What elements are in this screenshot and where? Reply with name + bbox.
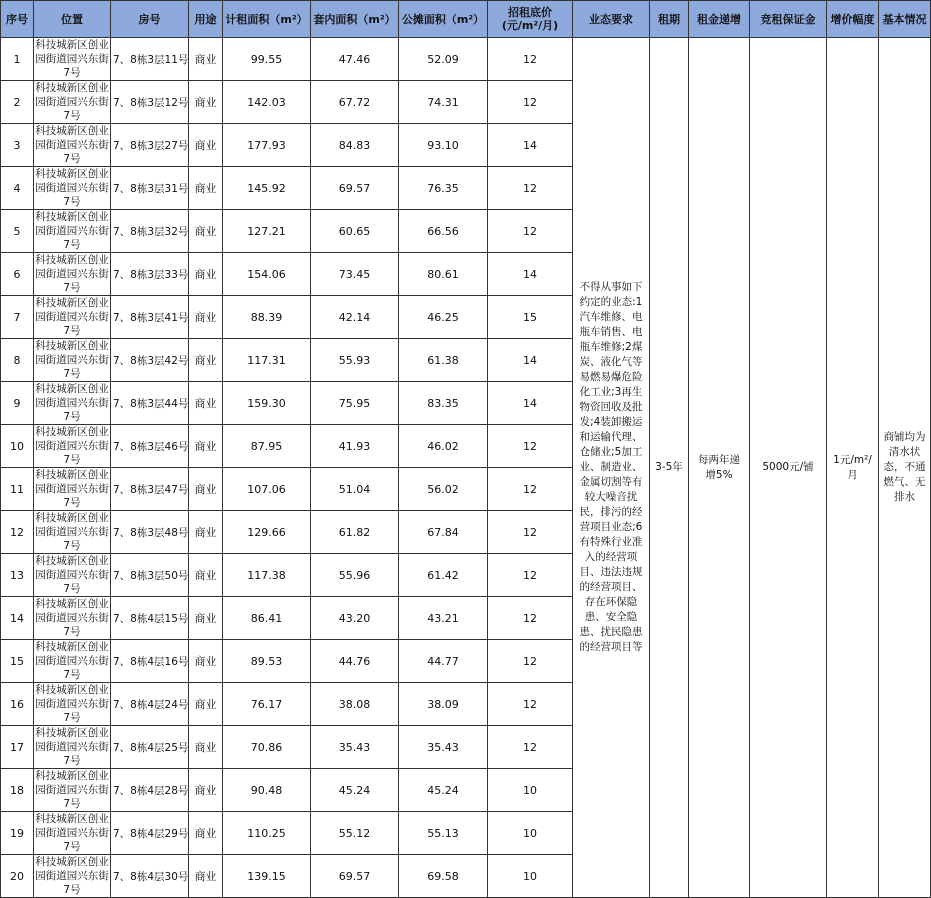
- cell-location: 科技城新区创业园街道园兴东街7号: [35, 39, 109, 79]
- cell-room: 7、8栋4层28号: [111, 769, 189, 812]
- cell-location: 科技城新区创业园街道园兴东街7号: [35, 125, 109, 165]
- cell-shared-area: 66.56: [399, 210, 488, 253]
- cell-base-price: 14: [488, 253, 573, 296]
- cell-room: 7、8栋3层48号: [111, 511, 189, 554]
- cell-term: 3-5年: [650, 38, 689, 898]
- cell-index: 13: [1, 554, 34, 597]
- cell-use: 商业: [189, 597, 223, 640]
- cell-use: 商业: [189, 726, 223, 769]
- cell-use: 商业: [189, 296, 223, 339]
- cell-inner-area: 55.96: [311, 554, 399, 597]
- table-row: [1, 38, 931, 81]
- header-base-price-line2: (元/m²/月): [501, 19, 559, 32]
- cell-base-price: 12: [488, 597, 573, 640]
- cell-rent-area: 70.86: [223, 726, 311, 769]
- cell-base-price: 12: [488, 210, 573, 253]
- header-location: 位置: [34, 1, 111, 38]
- cell-inner-area: 51.04: [311, 468, 399, 511]
- cell-index: 5: [1, 210, 34, 253]
- cell-shared-area: 67.84: [399, 511, 488, 554]
- cell-inner-area: 61.82: [311, 511, 399, 554]
- cell-room: 7、8栋3层12号: [111, 81, 189, 124]
- header-deposit: 竞租保证金: [750, 1, 827, 38]
- cell-location: 科技城新区创业园街道园兴东街7号: [35, 555, 109, 595]
- cell-index: 7: [1, 296, 34, 339]
- cell-shared-area: 46.25: [399, 296, 488, 339]
- cell-base-price: 12: [488, 683, 573, 726]
- cell-base-price: 12: [488, 81, 573, 124]
- cell-index: 10: [1, 425, 34, 468]
- cell-use: 商业: [189, 855, 223, 898]
- cell-shared-area: 55.13: [399, 812, 488, 855]
- header-bid-increment: 增价幅度: [827, 1, 879, 38]
- cell-rent-area: 154.06: [223, 253, 311, 296]
- cell-inner-area: 38.08: [311, 683, 399, 726]
- cell-location: 科技城新区创业园街道园兴东街7号: [35, 598, 109, 638]
- cell-location: 科技城新区创业园街道园兴东街7号: [35, 641, 109, 681]
- cell-base-price: 12: [488, 554, 573, 597]
- cell-room: 7、8栋3层46号: [111, 425, 189, 468]
- cell-room: 7、8栋4层16号: [111, 640, 189, 683]
- cell-base-price: 12: [488, 640, 573, 683]
- cell-inner-area: 35.43: [311, 726, 399, 769]
- cell-shared-area: 46.02: [399, 425, 488, 468]
- cell-shared-area: 61.42: [399, 554, 488, 597]
- cell-rent-area: 142.03: [223, 81, 311, 124]
- cell-index: 14: [1, 597, 34, 640]
- header-base-price-line1: 招租底价: [508, 6, 552, 19]
- cell-shared-area: 56.02: [399, 468, 488, 511]
- cell-shared-area: 61.38: [399, 339, 488, 382]
- cell-base-price: 12: [488, 38, 573, 81]
- cell-use: 商业: [189, 425, 223, 468]
- cell-index: 6: [1, 253, 34, 296]
- cell-rent-area: 110.25: [223, 812, 311, 855]
- cell-room: 7、8栋4层24号: [111, 683, 189, 726]
- cell-room: 7、8栋3层33号: [111, 253, 189, 296]
- cell-basic-info: 商铺均为清水状态，不通燃气、无排水: [879, 38, 931, 898]
- cell-inner-area: 73.45: [311, 253, 399, 296]
- cell-location: 科技城新区创业园街道园兴东街7号: [35, 340, 109, 380]
- cell-shared-area: 93.10: [399, 124, 488, 167]
- cell-base-price: 12: [488, 468, 573, 511]
- cell-use: 商业: [189, 511, 223, 554]
- cell-rent-area: 117.38: [223, 554, 311, 597]
- cell-index: 12: [1, 511, 34, 554]
- cell-index: 1: [1, 38, 34, 81]
- cell-use: 商业: [189, 167, 223, 210]
- cell-use: 商业: [189, 124, 223, 167]
- cell-rent-area: 129.66: [223, 511, 311, 554]
- cell-rent-area: 86.41: [223, 597, 311, 640]
- header-business-req: 业态要求: [573, 1, 650, 38]
- cell-rent-area: 159.30: [223, 382, 311, 425]
- cell-inner-area: 42.14: [311, 296, 399, 339]
- cell-base-price: 12: [488, 167, 573, 210]
- cell-use: 商业: [189, 253, 223, 296]
- table-body: [1, 38, 931, 898]
- cell-location: 科技城新区创业园街道园兴东街7号: [35, 770, 109, 810]
- cell-inner-area: 45.24: [311, 769, 399, 812]
- cell-index: 3: [1, 124, 34, 167]
- cell-room: 7、8栋3层50号: [111, 554, 189, 597]
- cell-room: 7、8栋3层11号: [111, 38, 189, 81]
- cell-shared-area: 83.35: [399, 382, 488, 425]
- cell-shared-area: 76.35: [399, 167, 488, 210]
- header-index: 序号: [1, 1, 34, 38]
- cell-use: 商业: [189, 640, 223, 683]
- cell-location: 科技城新区创业园街道园兴东街7号: [35, 512, 109, 552]
- cell-location: 科技城新区创业园街道园兴东街7号: [35, 168, 109, 208]
- cell-base-price: 12: [488, 425, 573, 468]
- cell-shared-area: 52.09: [399, 38, 488, 81]
- cell-index: 18: [1, 769, 34, 812]
- cell-use: 商业: [189, 468, 223, 511]
- cell-shared-area: 38.09: [399, 683, 488, 726]
- header-rent-increase: 租金递增: [689, 1, 750, 38]
- cell-use: 商业: [189, 683, 223, 726]
- cell-room: 7、8栋4层25号: [111, 726, 189, 769]
- cell-base-price: 14: [488, 124, 573, 167]
- cell-rent-area: 76.17: [223, 683, 311, 726]
- cell-rent-increase: 每两年递增5%: [689, 38, 750, 898]
- cell-shared-area: 45.24: [399, 769, 488, 812]
- cell-inner-area: 55.12: [311, 812, 399, 855]
- cell-room: 7、8栋3层31号: [111, 167, 189, 210]
- cell-inner-area: 44.76: [311, 640, 399, 683]
- cell-location: 科技城新区创业园街道园兴东街7号: [35, 856, 109, 896]
- cell-use: 商业: [189, 769, 223, 812]
- cell-room: 7、8栋3层32号: [111, 210, 189, 253]
- header-inner-area: 套内面积（m²）: [311, 1, 399, 38]
- cell-location: 科技城新区创业园街道园兴东街7号: [35, 211, 109, 251]
- cell-room: 7、8栋4层30号: [111, 855, 189, 898]
- cell-room: 7、8栋4层29号: [111, 812, 189, 855]
- cell-location: 科技城新区创业园街道园兴东街7号: [35, 684, 109, 724]
- cell-base-price: 12: [488, 726, 573, 769]
- cell-use: 商业: [189, 339, 223, 382]
- cell-inner-area: 69.57: [311, 855, 399, 898]
- cell-inner-area: 75.95: [311, 382, 399, 425]
- header-use: 用途: [189, 1, 223, 38]
- cell-base-price: 10: [488, 855, 573, 898]
- cell-deposit: 5000元/铺: [750, 38, 827, 898]
- cell-room: 7、8栋3层44号: [111, 382, 189, 425]
- cell-business-req: 不得从事如下约定的业态:1汽车维修、电瓶车销售、电瓶车维修;2煤炭、液化气等易燃易爆危险化工业;3再生物资回收及批发;4装卸搬运和运输代理、仓储业;5加工业、制造业、金属切割等有较大噪音扰民，排污的经营项目业态;6有特殊行业准入的经营项目、违法违规的经营项目、存在环保隐患、安全隐患、扰民隐患的经营项目等: [573, 38, 650, 898]
- cell-index: 2: [1, 81, 34, 124]
- cell-index: 8: [1, 339, 34, 382]
- cell-inner-area: 60.65: [311, 210, 399, 253]
- cell-use: 商业: [189, 38, 223, 81]
- cell-shared-area: 74.31: [399, 81, 488, 124]
- header-basic-info: 基本情况: [879, 1, 931, 38]
- cell-base-price: 14: [488, 382, 573, 425]
- cell-inner-area: 84.83: [311, 124, 399, 167]
- cell-location: 科技城新区创业园街道园兴东街7号: [35, 383, 109, 423]
- cell-location: 科技城新区创业园街道园兴东街7号: [35, 813, 109, 853]
- cell-index: 15: [1, 640, 34, 683]
- cell-base-price: 10: [488, 769, 573, 812]
- header-term: 租期: [650, 1, 689, 38]
- cell-index: 11: [1, 468, 34, 511]
- cell-location: 科技城新区创业园街道园兴东街7号: [35, 297, 109, 337]
- cell-inner-area: 41.93: [311, 425, 399, 468]
- cell-rent-area: 88.39: [223, 296, 311, 339]
- cell-shared-area: 69.58: [399, 855, 488, 898]
- cell-base-price: 10: [488, 812, 573, 855]
- cell-inner-area: 47.46: [311, 38, 399, 81]
- cell-location: 科技城新区创业园街道园兴东街7号: [35, 254, 109, 294]
- cell-use: 商业: [189, 382, 223, 425]
- cell-index: 17: [1, 726, 34, 769]
- cell-rent-area: 145.92: [223, 167, 311, 210]
- cell-base-price: 14: [488, 339, 573, 382]
- header-room: 房号: [111, 1, 189, 38]
- cell-shared-area: 35.43: [399, 726, 488, 769]
- cell-index: 9: [1, 382, 34, 425]
- cell-rent-area: 89.53: [223, 640, 311, 683]
- header-base-price: [488, 1, 573, 38]
- cell-shared-area: 80.61: [399, 253, 488, 296]
- cell-rent-area: 177.93: [223, 124, 311, 167]
- cell-inner-area: 55.93: [311, 339, 399, 382]
- cell-rent-area: 99.55: [223, 38, 311, 81]
- cell-rent-area: 87.95: [223, 425, 311, 468]
- header-shared-area: 公摊面积（m²）: [399, 1, 488, 38]
- cell-rent-area: 107.06: [223, 468, 311, 511]
- cell-base-price: 12: [488, 511, 573, 554]
- cell-shared-area: 43.21: [399, 597, 488, 640]
- cell-rent-area: 139.15: [223, 855, 311, 898]
- cell-room: 7、8栋3层42号: [111, 339, 189, 382]
- header-rent-area: 计租面积（m²）: [223, 1, 311, 38]
- cell-index: 19: [1, 812, 34, 855]
- cell-location: 科技城新区创业园街道园兴东街7号: [35, 426, 109, 466]
- cell-room: 7、8栋4层15号: [111, 597, 189, 640]
- cell-location: 科技城新区创业园街道园兴东街7号: [35, 469, 109, 509]
- cell-location: 科技城新区创业园街道园兴东街7号: [35, 82, 109, 122]
- cell-bid-increment: 1元/m²/月: [827, 38, 879, 898]
- cell-rent-area: 117.31: [223, 339, 311, 382]
- cell-location: 科技城新区创业园街道园兴东街7号: [35, 727, 109, 767]
- cell-rent-area: 127.21: [223, 210, 311, 253]
- cell-use: 商业: [189, 812, 223, 855]
- cell-use: 商业: [189, 210, 223, 253]
- cell-room: 7、8栋3层47号: [111, 468, 189, 511]
- cell-index: 4: [1, 167, 34, 210]
- header-row: [1, 1, 931, 38]
- cell-index: 16: [1, 683, 34, 726]
- cell-use: 商业: [189, 554, 223, 597]
- cell-room: 7、8栋3层41号: [111, 296, 189, 339]
- cell-use: 商业: [189, 81, 223, 124]
- cell-room: 7、8栋3层27号: [111, 124, 189, 167]
- cell-inner-area: 69.57: [311, 167, 399, 210]
- cell-inner-area: 43.20: [311, 597, 399, 640]
- cell-index: 20: [1, 855, 34, 898]
- cell-base-price: 15: [488, 296, 573, 339]
- cell-inner-area: 67.72: [311, 81, 399, 124]
- cell-shared-area: 44.77: [399, 640, 488, 683]
- cell-rent-area: 90.48: [223, 769, 311, 812]
